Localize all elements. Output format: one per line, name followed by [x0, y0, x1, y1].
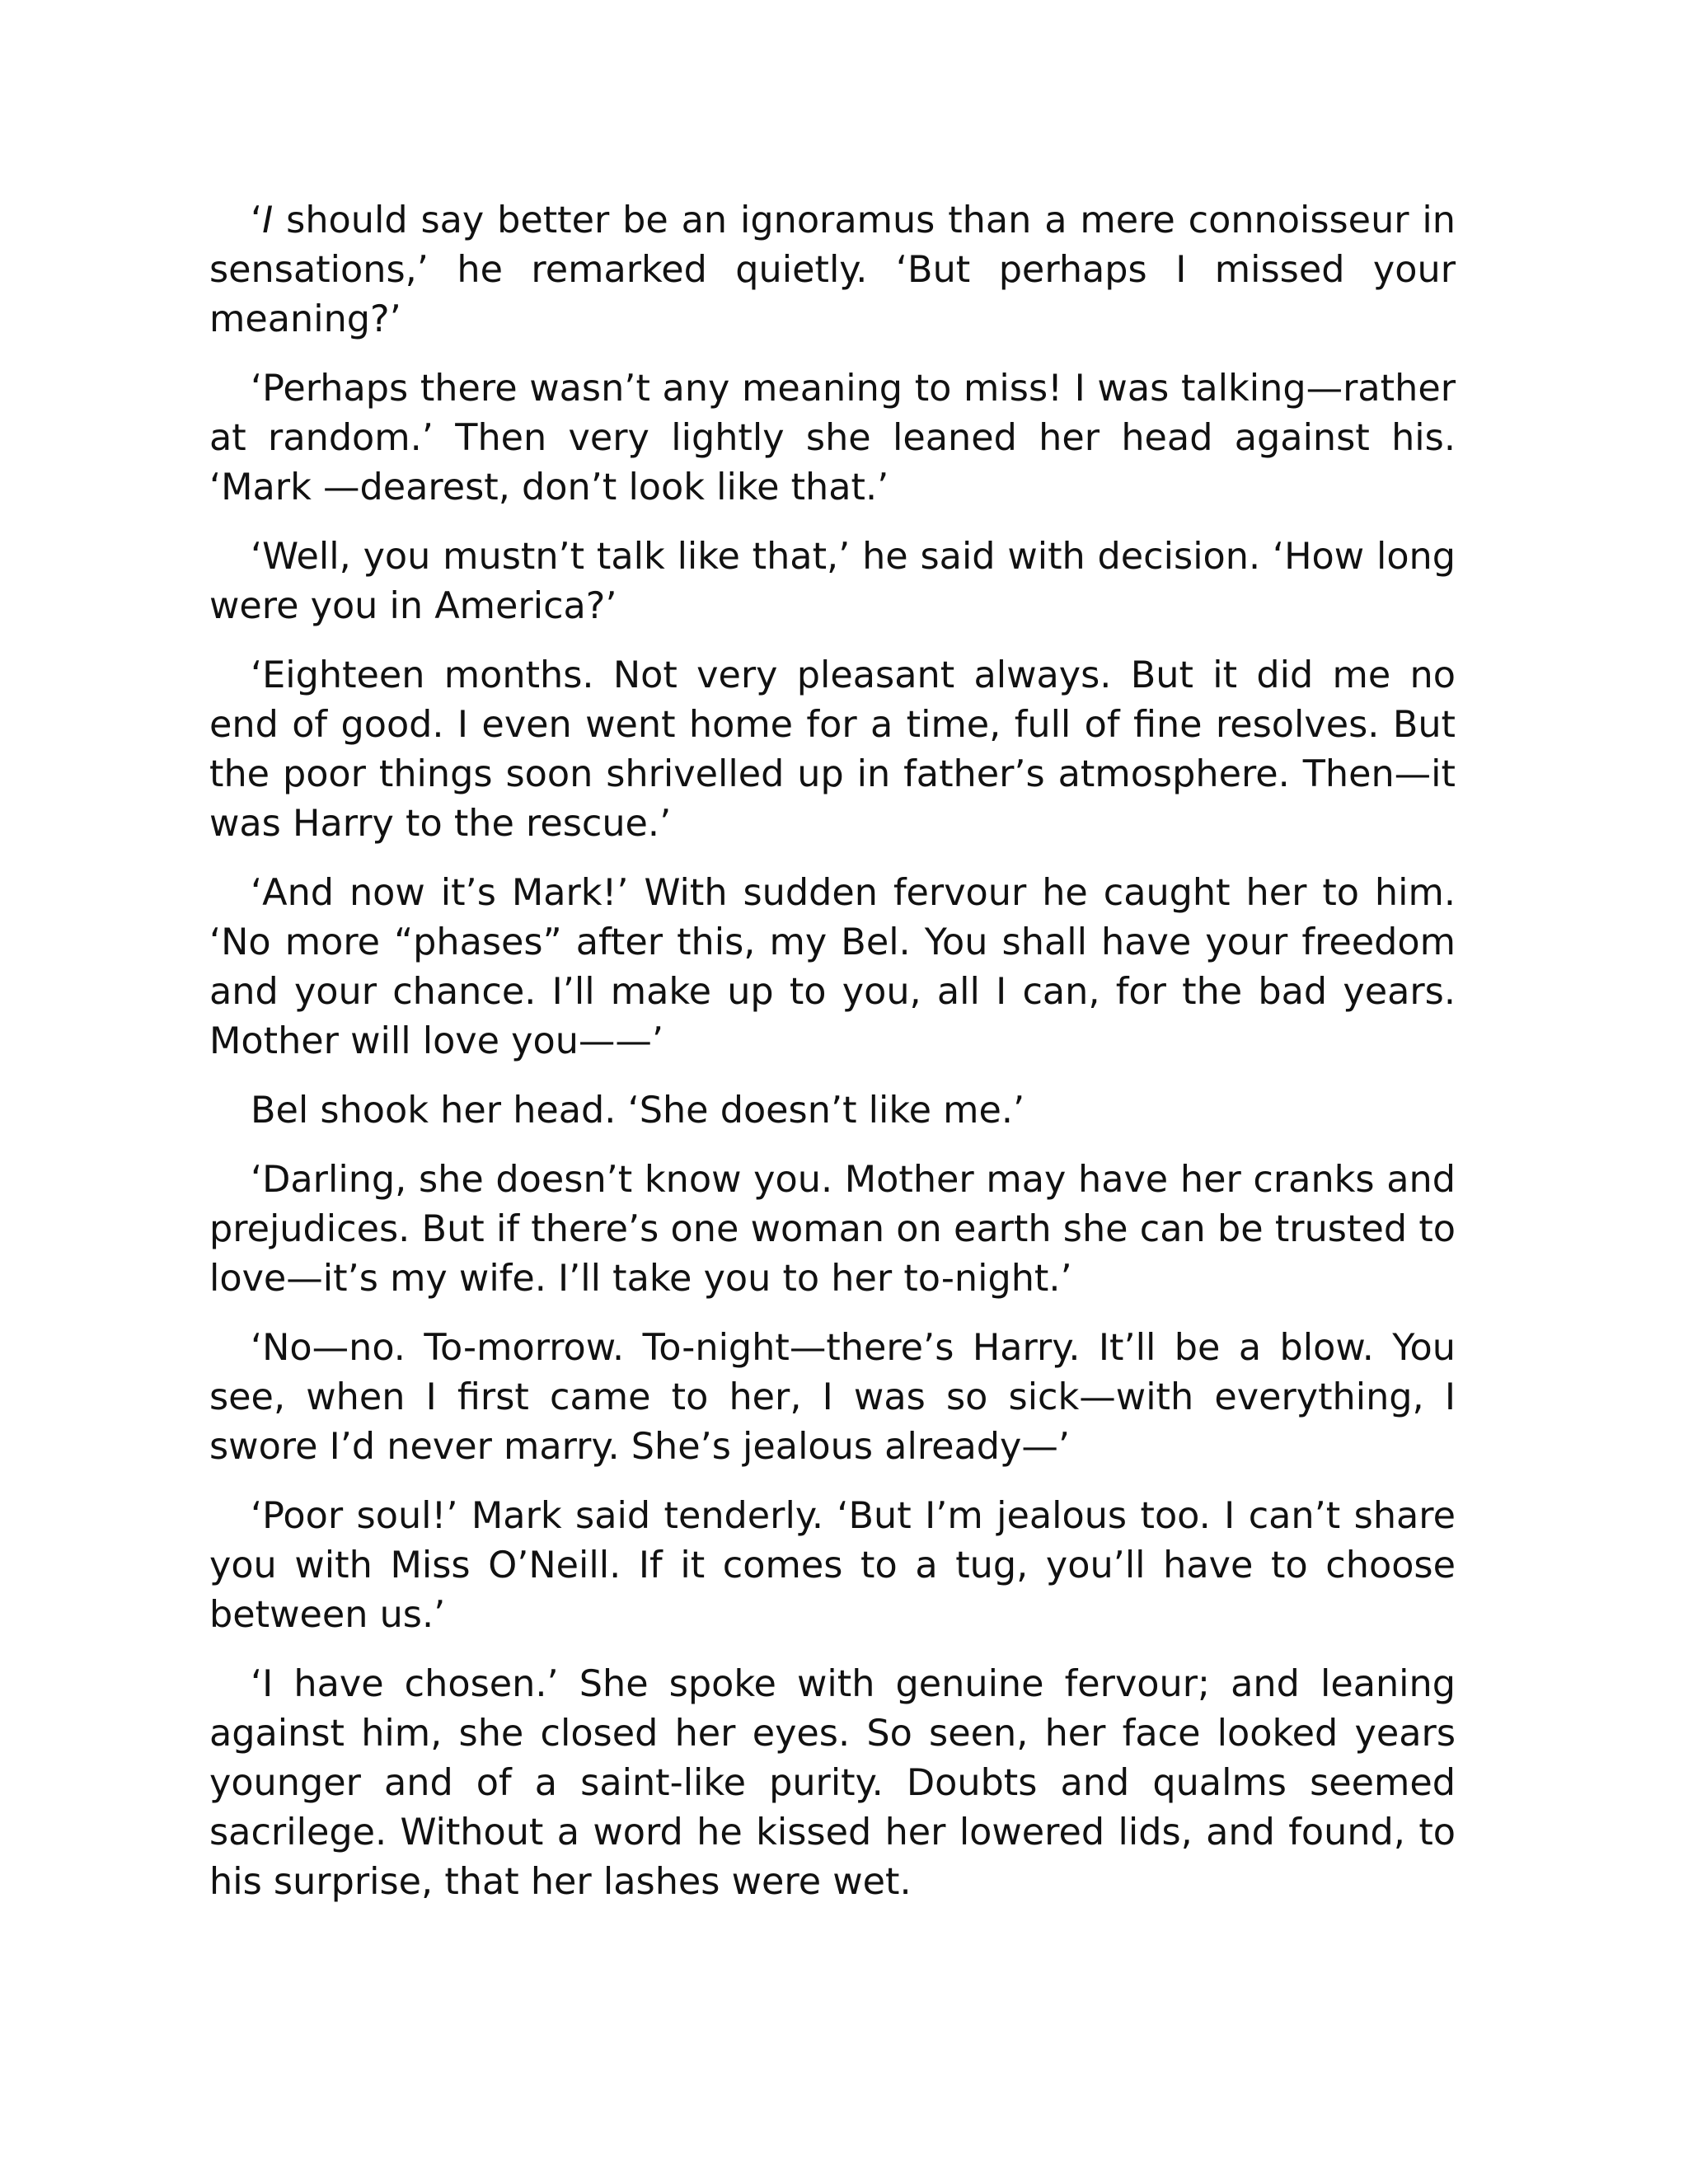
paragraph-1-open-quote: ‘	[251, 199, 263, 241]
paragraph-1-italic-word: I	[262, 199, 274, 241]
paragraph-1	[209, 196, 1456, 344]
paragraph-2: ‘Perhaps there wasn’t any meaning to miss! I was talking—rather at random.’ Then very lightly she leaned her head against his. ‘Mark —dearest, don’t look like that.’	[209, 368, 1456, 509]
paragraph-4: ‘Eighteen months. Not very pleasant always. But it did me no end of good. I even went home for a time, full of fine resolves. But the poor things soon shrivelled up in father’s atmosphere. Then—it was Harry to the rescue.’	[209, 654, 1456, 845]
paragraph-8: ‘No—no. To-morrow. To-night—there’s Harry. It’ll be a blow. You see, when I first came to her, I was so sick—with everything, I swore I’d never marry. She’s jealous already—’	[209, 1327, 1456, 1468]
paragraph-3: ‘Well, you mustn’t talk like that,’ he said with decision. ‘How long were you in America?’	[209, 536, 1456, 627]
paragraph-9: ‘Poor soul!’ Mark said tenderly. ‘But I’m jealous too. I can’t share you with Miss O’Neill. If it comes to a tug, you’ll have to choose between us.’	[209, 1495, 1456, 1636]
paragraph-6: Bel shook her head. ‘She doesn’t like me.’	[251, 1090, 1025, 1132]
paragraph-1-text: should say better be an ignoramus than a mere connoisseur in sensations,’ he remarked quietly. ‘But perhaps I missed your meaning?’	[209, 199, 1456, 340]
page-body	[209, 196, 1456, 1927]
paragraph-10: ‘I have chosen.’ She spoke with genuine fervour; and leaning against him, she closed her eyes. So seen, her face looked years younger and of a saint-like purity. Doubts and qualms seemed sacrilege. Without a word he kissed her lowered lids, and found, to his surprise, that her lashes were wet.	[209, 1663, 1456, 1903]
paragraph-5: ‘And now it’s Mark!’ With sudden fervour he caught her to him. ‘No more “phases” after this, my Bel. You shall have your freedom and your chance. I’ll make up to you, all I can, for the bad years. Mother will love you——’	[209, 872, 1456, 1062]
paragraph-7: ‘Darling, she doesn’t know you. Mother may have her cranks and prejudices. But if there’s one woman on earth she can be trusted to love—it’s my wife. I’ll take you to her to-night.’	[209, 1159, 1456, 1300]
